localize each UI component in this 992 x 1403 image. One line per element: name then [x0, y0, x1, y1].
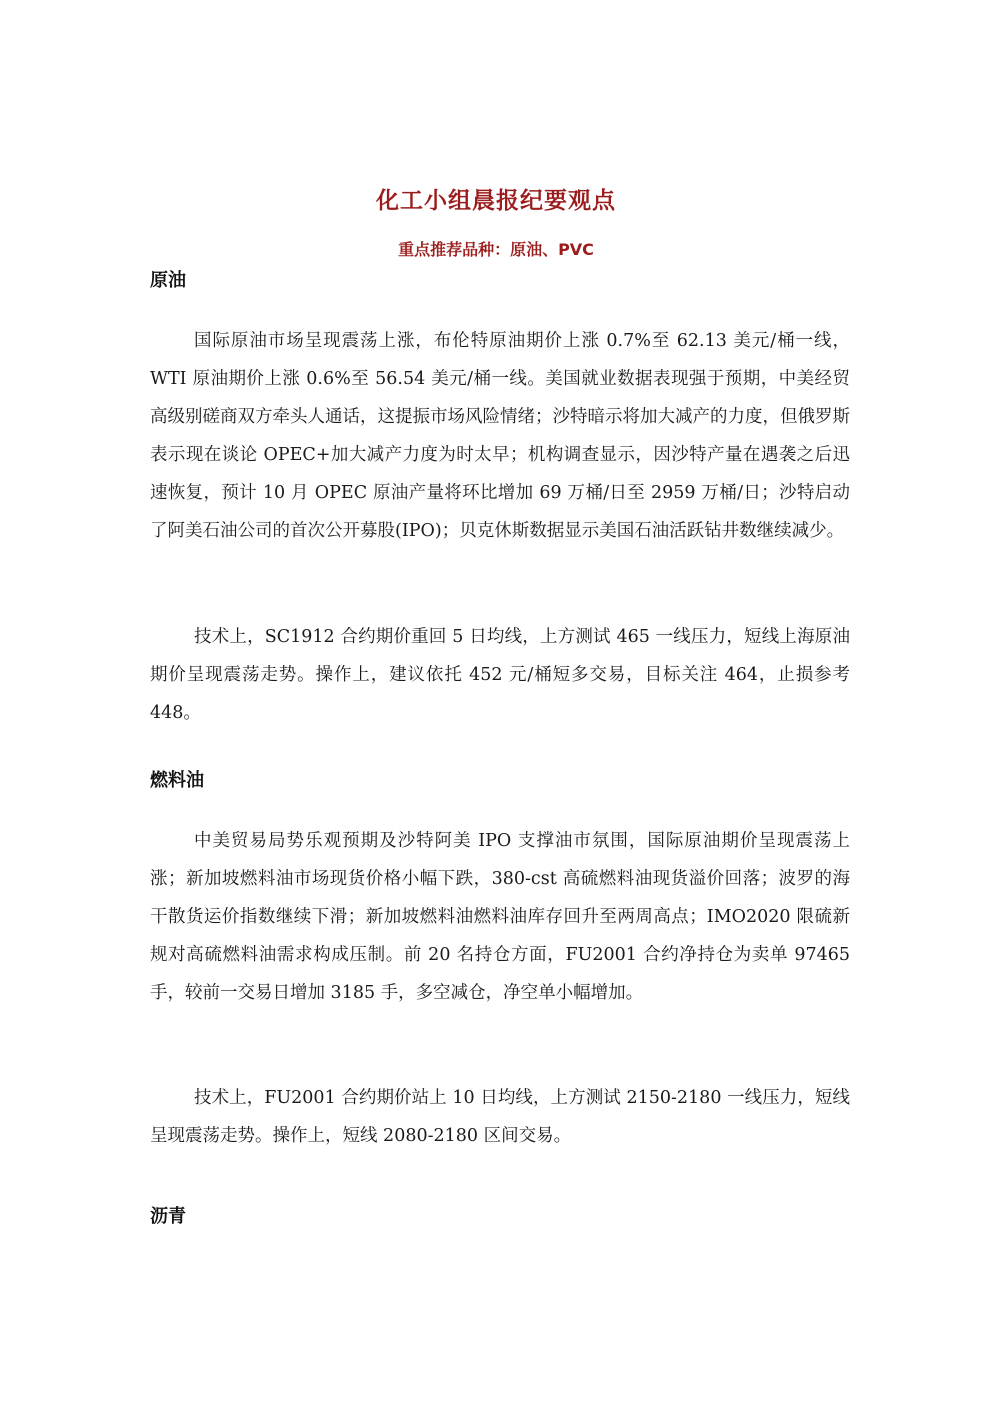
document-title: 化工小组晨报纪要观点	[376, 188, 616, 214]
section-heading-crude-oil: 原油	[150, 270, 186, 291]
crude-oil-fundamentals-paragraph: 国际原油市场呈现震荡上涨，布伦特原油期价上涨 0.7%至 62.13 美元/桶一线，WTI 原油期价上涨 0.6%至 56.54 美元/桶一线。美国就业数据表现强于预期，中美经贸高级别磋商双方牵头人通话，这提振市场风险情绪；沙特暗示将加大减产的力度，但俄罗斯表示现在谈论 OPEC+加大减产力度为时太早；机构调查显示，因沙特产量在遇袭之后迅速恢复，预计 10 月 OPEC 原油产量将环比增加 69 万桶/日至 2959 万桶/日；沙特启动了阿美石油公司的首次公开募股(IPO)；贝克休斯数据显示美国石油活跃钻井数继续减少。	[150, 331, 850, 541]
fuel-oil-fundamentals-paragraph: 中美贸易局势乐观预期及沙特阿美 IPO 支撑油市氛围，国际原油期价呈现震荡上涨；新加坡燃料油市场现货价格小幅下跌，380-cst 高硫燃料油现货溢价回落；波罗的海干散货运价指数继续下滑；新加坡燃料油燃料油库存回升至两周高点；IMO2020 限硫新规对高硫燃料油需求构成压制。前 20 名持仓方面，FU2001 合约净持仓为卖单 97465 手，较前一交易日增加 3185 手，多空减仓，净空单小幅增加。	[150, 831, 850, 1003]
document-subtitle: 重点推荐品种：原油、PVC	[398, 240, 594, 259]
section-heading-fuel-oil: 燃料油	[150, 770, 204, 791]
crude-oil-technical-paragraph: 技术上，SC1912 合约期价重回 5 日均线，上方测试 465 一线压力，短线上海原油期价呈现震荡走势。操作上，建议依托 452 元/桶短多交易，目标关注 464，止损参考 448。	[150, 627, 850, 723]
section-heading-asphalt: 沥青	[150, 1206, 186, 1227]
fuel-oil-technical-paragraph: 技术上，FU2001 合约期价站上 10 日均线，上方测试 2150-2180 一线压力，短线呈现震荡走势。操作上，短线 2080-2180 区间交易。	[150, 1088, 850, 1146]
